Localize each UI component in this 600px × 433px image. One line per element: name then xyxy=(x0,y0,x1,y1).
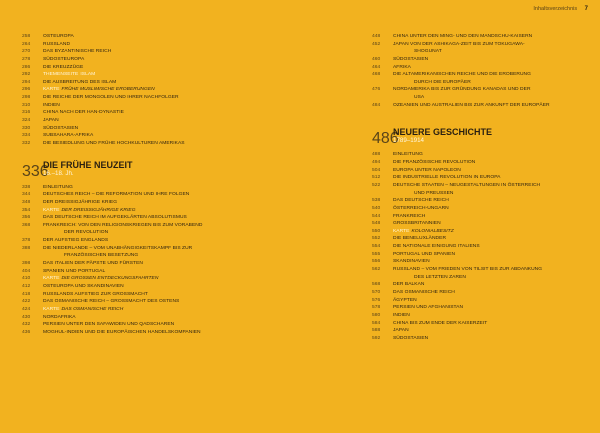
toc-entry-text xyxy=(43,94,292,102)
toc-entry-title-line2: UND PREUSSEN xyxy=(414,190,454,196)
toc-entry-text xyxy=(393,312,592,320)
toc-page-number: 494 xyxy=(372,160,381,166)
toc-entry[interactable] xyxy=(372,213,592,221)
toc-page-number: 548 xyxy=(372,221,381,227)
toc-page-number: 398 xyxy=(22,261,31,267)
toc-entry-text xyxy=(43,48,292,56)
toc-page-number: 552 xyxy=(372,236,381,242)
toc-entry-text xyxy=(43,33,292,41)
toc-entry[interactable] xyxy=(372,266,592,274)
toc-entry-title: ISLAM xyxy=(80,72,96,78)
toc-page-number: 484 xyxy=(372,102,381,108)
toc-entry-text xyxy=(393,281,592,289)
toc-entry-text xyxy=(393,289,592,297)
toc-entry-title: DAS DEUTSCHE REICH xyxy=(393,198,449,204)
toc-entry-title: DIE GROSSEN ENTDECKUNGSFAHRTEN xyxy=(61,276,159,282)
toc-entry-title-line2: FRANZÖSISCHEN BESETZUNG xyxy=(64,253,139,259)
toc-entry-tag: THEMENSEITE xyxy=(43,72,79,78)
toc-entry-title: DER DREISSIGJÄHRIGE KRIEG xyxy=(61,207,136,213)
toc-entry[interactable] xyxy=(22,291,292,299)
toc-entry[interactable] xyxy=(22,207,292,215)
toc-entry-title: RUSSLANDS AUFSTIEG ZUR GROSSMACHT xyxy=(43,291,148,297)
toc-entry-text xyxy=(393,304,592,312)
toc-page-number: 404 xyxy=(22,268,31,274)
section-page-number: 486 xyxy=(372,130,399,148)
toc-entry[interactable] xyxy=(372,258,592,266)
section-heading-neuere-geschichte xyxy=(372,127,592,148)
toc-entry[interactable] xyxy=(372,297,592,305)
toc-page-number: 264 xyxy=(22,41,31,47)
toc-entry-title: FRANKREICH xyxy=(393,213,426,219)
toc-page-number: 424 xyxy=(22,306,31,312)
toc-page-number: 555 xyxy=(372,251,381,257)
toc-entry-text xyxy=(43,71,292,79)
toc-page-number: 332 xyxy=(22,140,31,146)
toc-group xyxy=(22,184,292,337)
toc-entry-title: EINLEITUNG xyxy=(43,184,73,190)
toc-entry-title: RUSSLAND – VOM FRIEDEN VON TILSIT BIS ZUR ABDANKUNG xyxy=(393,267,543,273)
toc-page-number: 476 xyxy=(372,87,381,93)
toc-entry-tag: KARTE xyxy=(43,276,60,282)
toc-entry[interactable] xyxy=(372,102,592,110)
toc-entry-text xyxy=(43,214,292,222)
toc-entry-title: SKANDINAVIEN xyxy=(393,259,430,265)
section-page-number: 336 xyxy=(22,162,49,180)
toc-entry-text xyxy=(393,159,592,167)
toc-entry[interactable] xyxy=(372,151,592,159)
section-date: 1789–1914 xyxy=(393,137,424,145)
toc-entry-text xyxy=(393,197,592,205)
toc-entry-text xyxy=(43,207,292,215)
toc-entry-text xyxy=(43,275,292,283)
toc-entry-text xyxy=(393,335,592,343)
toc-entry[interactable] xyxy=(22,222,292,230)
toc-entry-text xyxy=(43,199,292,207)
toc-entry-title: KOLONIALBESITZ xyxy=(411,228,454,234)
toc-page-number: 544 xyxy=(372,213,381,219)
toc-page-number: 294 xyxy=(22,79,31,85)
toc-page-number: 388 xyxy=(22,245,31,251)
toc-entry-tag: KARTE xyxy=(43,207,60,213)
toc-page-number: 448 xyxy=(372,34,381,39)
toc-page-number: 512 xyxy=(372,175,381,181)
toc-page-number: 432 xyxy=(22,322,31,328)
toc-entry[interactable] xyxy=(22,298,292,306)
toc-column-left xyxy=(22,33,292,336)
toc-entry-text xyxy=(43,245,292,253)
toc-page-number: 538 xyxy=(372,198,381,204)
toc-entry[interactable] xyxy=(22,86,292,94)
toc-page-number: 378 xyxy=(22,238,31,244)
toc-entry-text xyxy=(393,213,592,221)
toc-page-number: 292 xyxy=(22,72,31,78)
toc-entry[interactable] xyxy=(22,321,292,329)
toc-entry-title: DAS DEUTSCHE REICH IM AUFGEKLÄRTEN ABSOLUTISMUS xyxy=(43,215,187,221)
toc-entry-text xyxy=(393,182,592,190)
toc-entry[interactable] xyxy=(372,312,592,320)
toc-entry-title: DEUTSCHE STAATEN – NEUGESTALTUNGEN IN ÖSTERREICH xyxy=(393,182,541,188)
toc-entry[interactable] xyxy=(372,327,592,335)
toc-entry-title-line2: DES LETZTEN ZAREN xyxy=(414,274,466,280)
toc-page-number: 338 xyxy=(22,184,31,190)
toc-column-right xyxy=(372,33,592,342)
toc-page-number: 356 xyxy=(22,215,31,221)
toc-entry-title: DER DREISSIGJÄHRIGE KRIEG xyxy=(43,199,118,205)
toc-entry-title: DIE KREUZZÜGE xyxy=(43,64,84,70)
toc-page-number: 324 xyxy=(22,118,31,124)
toc-entry-title: PERSIEN UNTER DEN SAFAWIDEN UND QADSCHAREN xyxy=(43,322,175,328)
toc-entry[interactable] xyxy=(22,314,292,322)
toc-page-number: 298 xyxy=(22,95,31,101)
toc-entry[interactable] xyxy=(372,320,592,328)
toc-entry-continuation xyxy=(372,94,592,102)
toc-entry-text xyxy=(43,86,292,94)
toc-entry-continuation xyxy=(22,252,292,260)
toc-entry-text xyxy=(43,79,292,87)
toc-page-number: 488 xyxy=(372,152,381,158)
toc-page-number: 310 xyxy=(22,102,31,108)
toc-entry[interactable] xyxy=(372,167,592,175)
toc-entry-title: ÖSTERREICH-UNGARN xyxy=(393,205,449,211)
toc-page-number: 576 xyxy=(372,297,381,303)
toc-entry-continuation xyxy=(372,79,592,87)
toc-entry[interactable] xyxy=(22,275,292,283)
toc-entry[interactable] xyxy=(22,268,292,276)
toc-page-number: 286 xyxy=(22,64,31,70)
toc-page-number: 344 xyxy=(22,192,31,198)
toc-entry-text xyxy=(43,329,292,337)
toc-entry[interactable] xyxy=(22,184,292,192)
toc-entry-text xyxy=(393,320,592,328)
toc-page-number: 418 xyxy=(22,291,31,297)
toc-entry-title: DEUTSCHES REICH – DIE REFORMATION UND IHRE FOLGEN xyxy=(43,192,190,198)
toc-entry[interactable] xyxy=(22,117,292,125)
toc-entry-tag: KARTE xyxy=(43,306,60,312)
toc-page-number: 334 xyxy=(22,133,31,139)
toc-entry-title: INDIEN xyxy=(393,312,410,318)
toc-entry-text xyxy=(393,297,592,305)
toc-entry-text xyxy=(393,228,592,236)
toc-entry-text xyxy=(393,243,592,251)
toc-entry-title: ÄGYPTEN xyxy=(393,297,417,303)
toc-entry-text xyxy=(43,222,292,230)
toc-entry[interactable] xyxy=(22,41,292,49)
toc-entry[interactable] xyxy=(22,71,292,79)
toc-entry-title: DIE REICHE DER MONGOLEN UND IHRER NACHFOLGER xyxy=(43,95,179,101)
toc-entry[interactable] xyxy=(372,335,592,343)
toc-entry[interactable] xyxy=(22,48,292,56)
toc-entry-title: CHINA NACH DER HAN-DYNASTIE xyxy=(43,110,124,116)
toc-entry[interactable] xyxy=(22,94,292,102)
toc-page-number: 270 xyxy=(22,49,31,55)
toc-page-number: 410 xyxy=(22,276,31,282)
toc-page-number: 464 xyxy=(372,64,381,70)
toc-entry-title: OSTEUROPA UND SKANDINAVIEN xyxy=(43,283,124,289)
toc-entry-title: SÜDOSTASIEN xyxy=(393,335,429,341)
toc-entry-title: FRÜHE MUSLIMISCHE EROBERUNGEN xyxy=(61,87,155,93)
toc-entry-text xyxy=(393,266,592,274)
toc-page-number: 368 xyxy=(22,222,31,228)
toc-entry[interactable] xyxy=(22,191,292,199)
toc-entry-text xyxy=(393,327,592,335)
toc-entry-text xyxy=(43,191,292,199)
toc-entry[interactable] xyxy=(372,174,592,182)
section-title: NEUERE GESCHICHTE xyxy=(393,127,493,138)
toc-entry-title: CHINA UNTER DEN MING- UND DEN MANDSCHU-KAISERN xyxy=(393,34,533,39)
toc-entry-title: DER BALKAN xyxy=(393,282,425,288)
toc-entry-title: RUSSLAND xyxy=(43,41,71,47)
toc-entry-title: DIE INDUSTRIELLE REVOLUTION IN EUROPA xyxy=(393,175,501,181)
toc-entry[interactable] xyxy=(372,71,592,79)
toc-entry-continuation xyxy=(372,190,592,198)
toc-page-number: 504 xyxy=(372,167,381,173)
toc-entry-text xyxy=(43,132,292,140)
toc-page-number: 436 xyxy=(22,329,31,335)
section-heading-fruehe-neuzeit xyxy=(22,160,292,181)
toc-page-number: 578 xyxy=(372,305,381,311)
toc-page-number: 316 xyxy=(22,110,31,116)
toc-entry-text xyxy=(43,56,292,64)
toc-entry-text xyxy=(393,86,592,94)
toc-entry-text xyxy=(43,321,292,329)
toc-entry-text xyxy=(393,220,592,228)
toc-entry-text xyxy=(43,41,292,49)
toc-entry-title: OSTEUROPA xyxy=(43,34,74,39)
toc-entry-text xyxy=(43,260,292,268)
toc-entry[interactable] xyxy=(22,306,292,314)
toc-entry-text xyxy=(43,283,292,291)
toc-entry[interactable] xyxy=(372,41,592,49)
toc-entry-title-line2: USA xyxy=(414,95,425,101)
toc-entry-text xyxy=(393,235,592,243)
toc-entry[interactable] xyxy=(22,260,292,268)
toc-page-number: 550 xyxy=(372,228,381,234)
toc-entry-title: PORTUGAL UND SPANIEN xyxy=(393,251,456,257)
toc-entry-text xyxy=(393,102,592,110)
toc-entry-title: OZEANIEN UND AUSTRALIEN BIS ZUR ANKUNFT DER EUROPÄER xyxy=(393,102,550,108)
toc-entry-title: DER AUFSTIEG ENGLANDS xyxy=(43,238,109,244)
toc-group xyxy=(22,33,292,148)
toc-entry-title-line2: DURCH DIE EUROPÄER xyxy=(414,79,471,85)
toc-entry[interactable] xyxy=(22,56,292,64)
toc-entry[interactable] xyxy=(372,197,592,205)
toc-entry-tag: KARTE xyxy=(43,87,60,93)
toc-entry[interactable] xyxy=(372,235,592,243)
toc-page-number: 570 xyxy=(372,289,381,295)
toc-entry-title: JAPAN xyxy=(393,328,409,334)
toc-page-number: 554 xyxy=(372,244,381,250)
toc-entry-title: SÜDOSTEUROPA xyxy=(43,56,85,62)
toc-entry[interactable] xyxy=(22,283,292,291)
toc-page-number: 540 xyxy=(372,205,381,211)
toc-page-number: 562 xyxy=(372,267,381,273)
toc-entry-title: GROSSBRITANNIEN xyxy=(393,221,441,227)
toc-entry[interactable] xyxy=(372,205,592,213)
toc-entry[interactable] xyxy=(22,109,292,117)
toc-entry-text xyxy=(393,56,592,64)
toc-entry-title: DAS ITALIEN DER PÄPSTE UND FÜRSTEN xyxy=(43,261,143,267)
toc-entry-title: INDIEN xyxy=(43,102,60,108)
toc-page-number: 452 xyxy=(372,41,381,47)
toc-entry-continuation xyxy=(22,229,292,237)
toc-entry-text xyxy=(43,140,292,148)
header-title: Inhaltsverzeichnis xyxy=(533,6,578,12)
toc-entry-text xyxy=(43,184,292,192)
toc-entry-text xyxy=(393,33,592,41)
toc-entry[interactable] xyxy=(22,132,292,140)
toc-entry-title: FRANKREICH: VON DEN RELIGIONSKRIEGEN BIS ZUM VORABEND xyxy=(43,222,203,228)
section-date: 16.–18. Jh. xyxy=(43,169,74,177)
toc-entry-title: EINLEITUNG xyxy=(393,152,423,158)
toc-page-number: 422 xyxy=(22,299,31,305)
toc-group xyxy=(372,33,592,109)
toc-page-number: 258 xyxy=(22,34,31,39)
toc-entry-text xyxy=(43,102,292,110)
toc-page-number: 592 xyxy=(372,335,381,341)
toc-entry-title: NORDAMERIKA BIS ZUR GRÜNDUNG KANADAS UND DER xyxy=(393,87,531,93)
toc-entry-title: DAS OSMANISCHE REICH xyxy=(393,289,455,295)
toc-entry-text xyxy=(43,291,292,299)
toc-entry-text xyxy=(393,205,592,213)
toc-entry-text xyxy=(393,41,592,49)
toc-entry-text xyxy=(43,237,292,245)
toc-entry-title: DAS BYZANTINISCHE REICH xyxy=(43,49,112,55)
toc-page-number: 296 xyxy=(22,87,31,93)
toc-entry-text xyxy=(393,167,592,175)
toc-entry[interactable] xyxy=(372,304,592,312)
toc-entry-title: DAS OSMANISCHE REICH xyxy=(61,306,124,312)
toc-page-number: 522 xyxy=(372,182,381,188)
toc-page-number: 354 xyxy=(22,207,31,213)
page-number: 7 xyxy=(584,6,588,12)
section-title: DIE FRÜHE NEUZEIT xyxy=(43,159,133,170)
toc-entry[interactable] xyxy=(22,79,292,87)
toc-entry[interactable] xyxy=(22,237,292,245)
toc-page-number: 348 xyxy=(22,199,31,205)
page-header xyxy=(533,6,588,12)
toc-entry-text xyxy=(393,64,592,72)
toc-page-number: 556 xyxy=(372,259,381,265)
toc-page-number: 588 xyxy=(372,328,381,334)
toc-entry[interactable] xyxy=(372,64,592,72)
toc-entry-text xyxy=(393,258,592,266)
toc-entry-title: AFRIKA xyxy=(393,64,411,70)
toc-entry-title: JAPAN VON DER ASHIKAGA-ZEIT BIS ZUM TOKUGAWA- xyxy=(393,41,525,47)
toc-entry-title: SÜDOSTASIEN xyxy=(43,125,79,131)
toc-entry-text xyxy=(43,306,292,314)
toc-entry[interactable] xyxy=(22,199,292,207)
toc-entry-text xyxy=(43,109,292,117)
toc-entry[interactable] xyxy=(372,251,592,259)
toc-entry[interactable] xyxy=(22,102,292,110)
toc-entry[interactable] xyxy=(372,228,592,236)
toc-group xyxy=(372,151,592,342)
toc-entry[interactable] xyxy=(372,281,592,289)
toc-entry[interactable] xyxy=(22,125,292,133)
toc-entry-title-line2: SHOGUNAT xyxy=(414,49,442,55)
toc-entry[interactable] xyxy=(372,159,592,167)
toc-entry-title-line2: DER REVOLUTION xyxy=(64,230,109,236)
toc-entry-title: CHINA BIS ZUM ENDE DER KAISERZEIT xyxy=(393,320,488,326)
toc-entry-text xyxy=(43,314,292,322)
toc-entry-title: DIE FRANZÖSISCHE REVOLUTION xyxy=(393,160,476,166)
toc-entry[interactable] xyxy=(22,33,292,41)
toc-entry-text xyxy=(393,174,592,182)
toc-entry-text xyxy=(393,71,592,79)
toc-entry-text xyxy=(43,117,292,125)
toc-entry-title: SUBSAHARA-AFRIKA xyxy=(43,133,94,139)
toc-entry-text xyxy=(393,151,592,159)
toc-entry-continuation xyxy=(372,274,592,282)
toc-entry-title: NORDAFRIKA xyxy=(43,314,76,320)
toc-page-number: 580 xyxy=(372,312,381,318)
toc-entry[interactable] xyxy=(22,214,292,222)
toc-entry[interactable] xyxy=(22,245,292,253)
toc-entry-title: JAPAN xyxy=(43,118,59,124)
toc-entry[interactable] xyxy=(372,220,592,228)
toc-page-number: 412 xyxy=(22,283,31,289)
toc-entry-title: SÜDOSTASIEN xyxy=(393,56,429,62)
toc-page-number: 568 xyxy=(372,282,381,288)
toc-page-number: 330 xyxy=(22,125,31,131)
toc-entry-title: DIE AUSBREITUNG DES ISLAM xyxy=(43,79,117,85)
toc-entry-title: SPANIEN UND PORTUGAL xyxy=(43,268,106,274)
toc-entry[interactable] xyxy=(22,64,292,72)
toc-page-number: 584 xyxy=(372,320,381,326)
toc-entry-title: MOGHUL-INDIEN UND DIE EUROPÄISCHEN HANDELSKOMPANIEN xyxy=(43,329,201,335)
toc-entry-text xyxy=(43,125,292,133)
toc-page-number: 468 xyxy=(372,72,381,78)
toc-entry-title: PERSIEN UND AFGHANISTAN xyxy=(393,305,464,311)
toc-entry[interactable] xyxy=(372,289,592,297)
toc-entry-title: EUROPA UNTER NAPOLEON xyxy=(393,167,461,173)
toc-entry-text xyxy=(43,268,292,276)
toc-entry[interactable] xyxy=(372,243,592,251)
toc-entry-title: DIE BENELUXLÄNDER xyxy=(393,236,447,242)
toc-page-number: 278 xyxy=(22,56,31,62)
toc-entry[interactable] xyxy=(372,182,592,190)
toc-entry-continuation xyxy=(372,48,592,56)
toc-entry-title: DIE ALTAMERIKANISCHEN REICHE UND DIE EROBERUNG xyxy=(393,72,531,78)
toc-entry-text xyxy=(43,64,292,72)
toc-page-number: 460 xyxy=(372,56,381,62)
toc-entry[interactable] xyxy=(372,86,592,94)
toc-entry[interactable] xyxy=(372,33,592,41)
toc-entry-title: DIE NATIONALE EINIGUNG ITALIENS xyxy=(393,244,480,250)
toc-entry-title: DIE BESIEDLUNG UND FRÜHE HOCHKULTUREN AMERIKAS xyxy=(43,140,185,146)
toc-entry-text xyxy=(43,298,292,306)
toc-entry-title: DAS OSMANISCHE REICH – GROSSMACHT DES OSTENS xyxy=(43,299,180,305)
toc-entry-tag: KARTE xyxy=(393,228,410,234)
toc-entry[interactable] xyxy=(372,56,592,64)
toc-page-number: 430 xyxy=(22,314,31,320)
toc-entry-text xyxy=(393,251,592,259)
toc-entry-title: DIE NIEDERLANDE – VOM UNABHÄNGIGKEITSKAMPF BIS ZUR xyxy=(43,245,193,251)
toc-entry[interactable] xyxy=(22,329,292,337)
toc-entry[interactable] xyxy=(22,140,292,148)
